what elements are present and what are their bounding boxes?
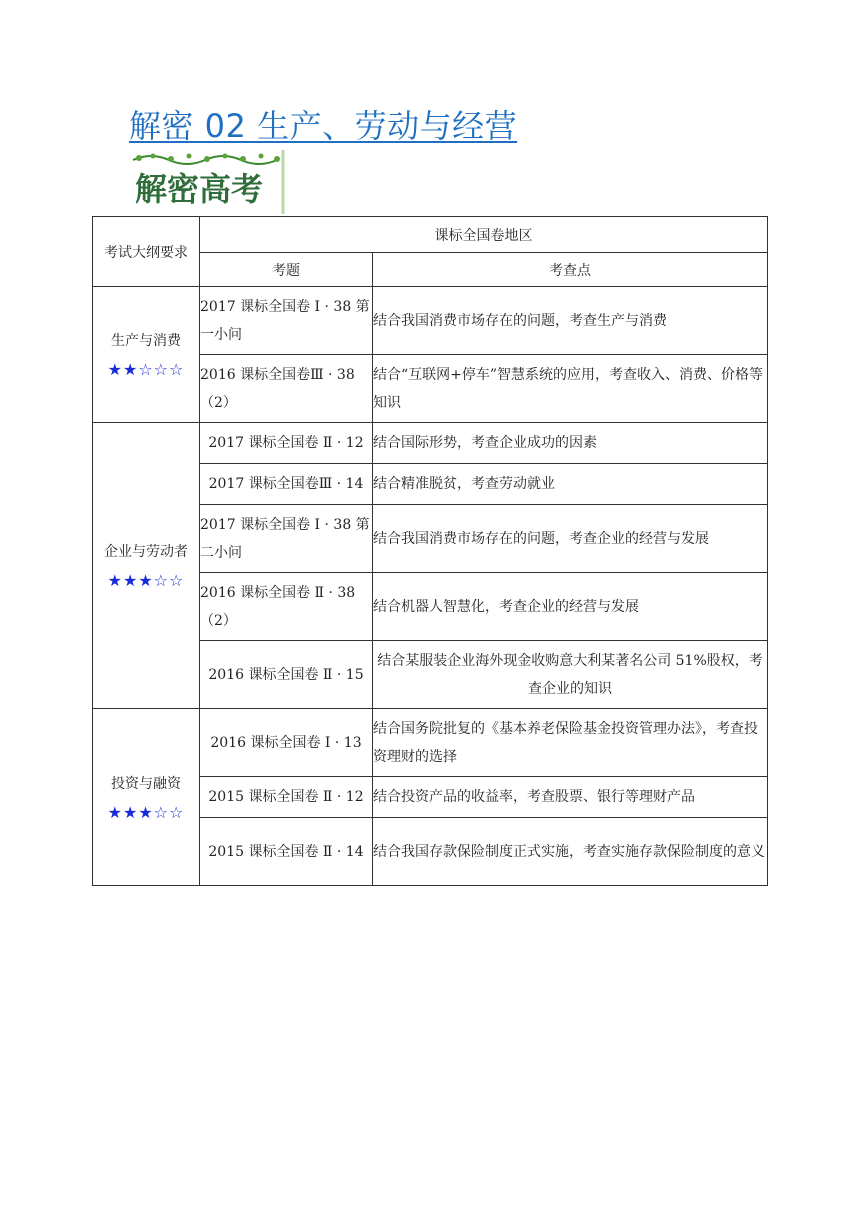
exam-point-cell: 结合精准脱贫，考查劳动就业 [373, 464, 768, 505]
exam-title-cell: 2016 课标全国卷 Ⅱ · 38（2） [200, 573, 373, 641]
table-row [93, 709, 768, 777]
document-title: 解密 02 生产、劳动与经营 [129, 107, 518, 145]
exam-title-cell: 2017 课标全国卷Ⅲ · 14 [200, 464, 373, 505]
exam-point-cell: 结合投资产品的收益率，考查股票、银行等理财产品 [373, 777, 768, 818]
difficulty-stars: ★★☆☆☆ [107, 360, 185, 379]
exam-title-cell: 2016 课标全国卷 I · 13 [200, 709, 373, 777]
exam-point-cell: 结合国际形势，考查企业成功的因素 [373, 423, 768, 464]
table-row [93, 287, 768, 355]
requirement-label: 企业与劳动者 [104, 544, 188, 560]
exam-point-cell: 结合我国消费市场存在的问题，考查生产与消费 [373, 287, 768, 355]
header-requirement: 考试大纲要求 [93, 217, 200, 287]
exam-point-cell: 结合某服装企业海外现金收购意大利某著名公司 51%股权，考查企业的知识 [373, 641, 768, 709]
header-exam: 考题 [200, 253, 373, 287]
exam-title-cell: 2017 课标全国卷 I · 38 第二小问 [200, 505, 373, 573]
requirement-cell [93, 423, 200, 709]
logo-text: 解密高考 [135, 170, 264, 208]
requirement-label: 投资与融资 [111, 775, 181, 792]
requirement-cell [93, 287, 200, 423]
exam-point-cell: 结合我国存款保险制度正式实施，考查实施存款保险制度的意义 [373, 818, 768, 886]
requirement-label: 生产与消费 [111, 333, 181, 349]
exam-point-cell: 结合机器人智慧化，考查企业的经营与发展 [373, 573, 768, 641]
jiemi-gaokao-logo [131, 150, 288, 214]
exam-title-cell: 2015 课标全国卷 Ⅱ · 14 [200, 818, 373, 886]
requirement-cell [93, 709, 200, 886]
exam-requirements-table [92, 216, 768, 886]
exam-title-cell: 2017 课标全国卷 I · 38 第一小问 [200, 287, 373, 355]
table-row [93, 423, 768, 464]
exam-title-cell: 2015 课标全国卷 Ⅱ · 12 [200, 777, 373, 818]
difficulty-stars: ★★★☆☆ [107, 571, 185, 590]
exam-title-cell: 2016 课标全国卷Ⅲ · 38（2） [200, 355, 373, 423]
exam-title-cell: 2017 课标全国卷 Ⅱ · 12 [200, 423, 373, 464]
exam-point-cell: 结合我国消费市场存在的问题，考查企业的经营与发展 [373, 505, 768, 573]
header-point: 考查点 [373, 253, 768, 287]
exam-point-cell: 结合“互联网+停车”智慧系统的应用，考查收入、消费、价格等知识 [373, 355, 768, 423]
header-region: 课标全国卷地区 [200, 217, 768, 253]
exam-point-cell: 结合国务院批复的《基本养老保险基金投资管理办法》，考查投资理财的选择 [373, 709, 768, 777]
exam-title-cell: 2016 课标全国卷 Ⅱ · 15 [200, 641, 373, 709]
difficulty-stars: ★★★☆☆ [107, 802, 185, 822]
